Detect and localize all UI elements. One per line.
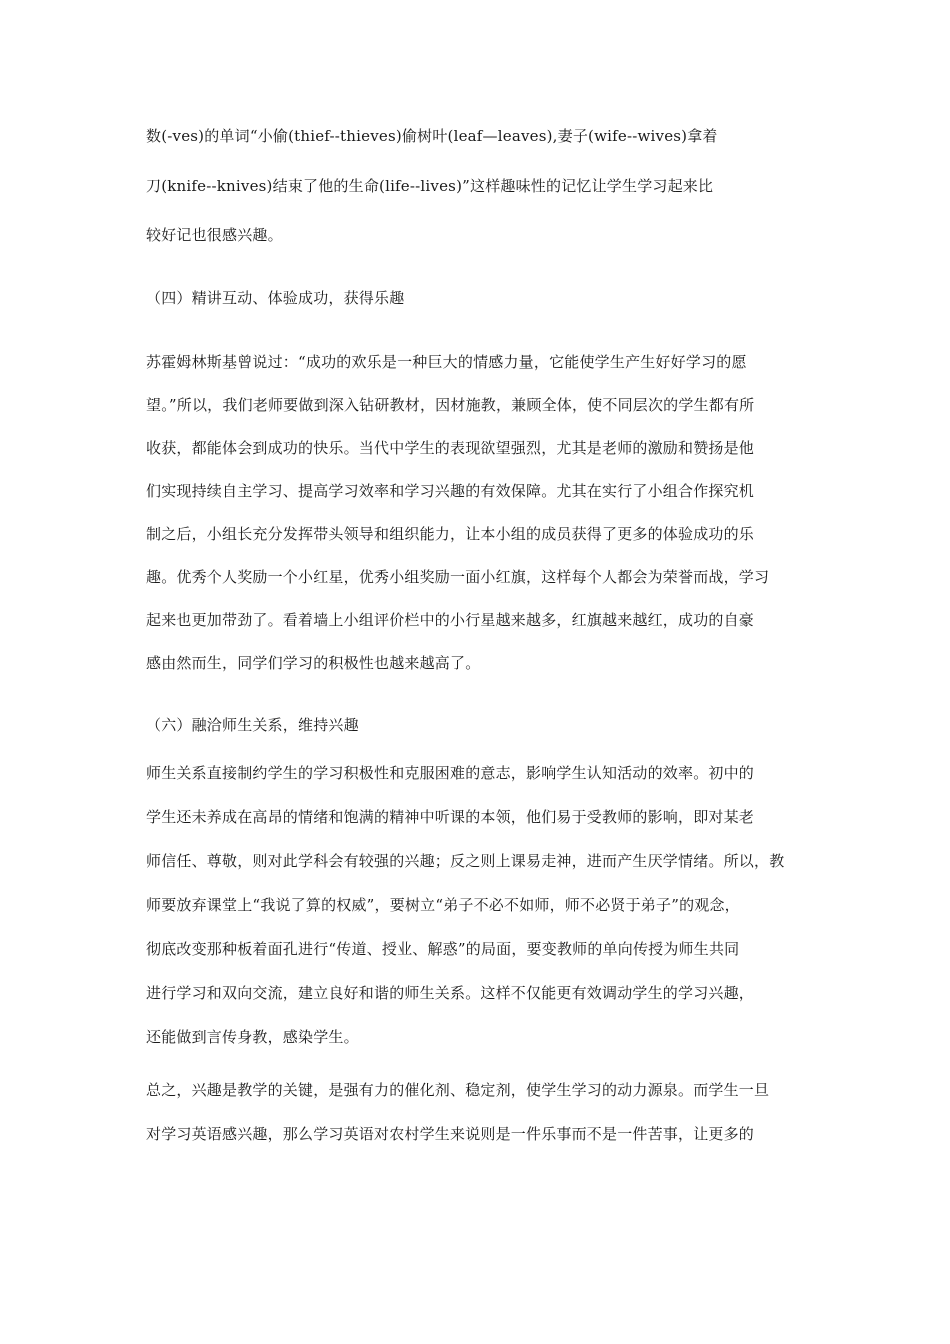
paragraph-line: 趣。优秀个人奖励一个小红星，优秀小组奖励一面小红旗，这样每个人都会为荣誉而战，学习 bbox=[146, 568, 770, 586]
paragraph-line: 望。”所以，我们老师要做到深入钻研教材，因材施教，兼顾全体，使不同层次的学生都有所 bbox=[146, 396, 755, 414]
paragraph-line: 感由然而生，同学们学习的积极性也越来越高了。 bbox=[146, 654, 481, 672]
paragraph-line: 师信任、尊敬，则对此学科会有较强的兴趣；反之则上课易走神，进而产生厌学情绪。所以，教 bbox=[146, 852, 785, 870]
paragraph-line: 苏霍姆林斯基曾说过：“成功的欢乐是一种巨大的情感力量，它能使学生产生好好学习的愿 bbox=[146, 353, 747, 371]
paragraph-line: 刀(knife--knives)结束了他的生命(life--lives)”这样趣味性的记忆让学生学习起来比 bbox=[146, 177, 714, 195]
paragraph-line: 起来也更加带劲了。看着墙上小组评价栏中的小行星越来越多，红旗越来越红，成功的自豪 bbox=[146, 611, 755, 629]
paragraph-line: 收获，都能体会到成功的快乐。当代中学生的表现欲望强烈，尤其是老师的激励和赞扬是他 bbox=[146, 439, 755, 457]
paragraph-line: 进行学习和双向交流，建立良好和谐的师生关系。这样不仅能更有效调动学生的学习兴趣， bbox=[146, 984, 755, 1002]
paragraph-line: 学生还未养成在高昂的情绪和饱满的精神中听课的本领，他们易于受教师的影响，即对某老 bbox=[146, 808, 755, 826]
section-heading-4: （四）精讲互动、体验成功，获得乐趣 bbox=[146, 289, 405, 307]
paragraph-line: 彻底改变那种板着面孔进行“传道、授业、解惑”的局面，要变教师的单向传授为师生共同 bbox=[146, 940, 740, 958]
paragraph-line: 师要放弃课堂上“我说了算的权威”，要树立“弟子不必不如师，师不必贤于弟子”的观念， bbox=[146, 896, 740, 914]
section-heading-6: （六）融洽师生关系，维持兴趣 bbox=[146, 716, 359, 734]
paragraph-line: 数(-ves)的单词“小偷(thief--thieves)偷树叶(leaf—leaves),妻子(wife--wives)拿着 bbox=[146, 127, 718, 145]
paragraph-line: 制之后，小组长充分发挥带头领导和组织能力，让本小组的成员获得了更多的体验成功的乐 bbox=[146, 525, 755, 543]
paragraph-line: 师生关系直接制约学生的学习积极性和克服困难的意志，影响学生认知活动的效率。初中的 bbox=[146, 764, 755, 782]
paragraph-line: 对学习英语感兴趣，那么学习英语对农村学生来说则是一件乐事而不是一件苦事，让更多的 bbox=[146, 1125, 755, 1143]
paragraph-line: 还能做到言传身教，感染学生。 bbox=[146, 1028, 359, 1046]
paragraph-line: 总之，兴趣是教学的关键，是强有力的催化剂、稳定剂，使学生学习的动力源泉。而学生一旦 bbox=[146, 1081, 770, 1099]
paragraph-line: 较好记也很感兴趣。 bbox=[146, 226, 283, 244]
paragraph-line: 们实现持续自主学习、提高学习效率和学习兴趣的有效保障。尤其在实行了小组合作探究机 bbox=[146, 482, 755, 500]
